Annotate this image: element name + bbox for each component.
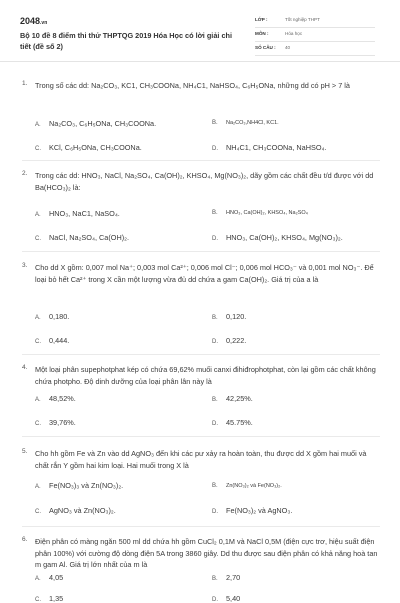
option-c[interactable]: C. 0,444. <box>35 336 70 345</box>
option-c[interactable]: C. KCl, C₆H₅ONa, CH₃COONa. <box>35 143 142 152</box>
meta-row-class <box>255 14 375 28</box>
option-d[interactable]: D. 0,222. <box>212 336 247 345</box>
divider <box>22 436 380 437</box>
question-number: 3. <box>22 262 28 269</box>
question-number: 4. <box>22 364 28 371</box>
document-meta <box>255 14 375 56</box>
question-text: Trong số các dd: Na₂CO₃, KC1, CH₃COONa, NH₄C1, NaHSO₄, C₆H₅ONa, những dd có pH > 7 là <box>35 81 350 90</box>
brand-name: 2048 <box>20 16 41 26</box>
option-c[interactable]: C. 39,76%. <box>35 418 76 427</box>
option-a[interactable]: A. Fe(NO₃)₃ và Zn(NO₃)₂. <box>35 481 124 490</box>
divider <box>22 251 380 252</box>
meta-value: Tốt nghiệp THPT <box>285 17 320 22</box>
divider <box>22 354 380 355</box>
meta-label: LỚP : <box>255 17 268 22</box>
question-text: Một loại phân supephotphat kép có chứa 69,62% muối canxi đihiđrophotphat, còn lại gồm các chất không chứa photpho. Độ dinh dưỡng của loại phân lân này là <box>35 365 376 386</box>
divider <box>22 526 380 527</box>
meta-label: SỐ CÂU : <box>255 45 276 50</box>
meta-row-count <box>255 42 375 56</box>
option-a[interactable]: A. Na₂CO₃, C₆H₅ONa, CH₃COONa. <box>35 119 157 128</box>
option-b[interactable]: B. 42,25%. <box>212 394 253 403</box>
question-number: 5. <box>22 448 28 455</box>
option-a[interactable]: A. HNO₃, NaC1, NaSO₄. <box>35 209 120 218</box>
option-b[interactable]: B. 0,120. <box>212 312 247 321</box>
option-c[interactable]: C. AgNO₃ và Zn(NO₃)₂. <box>35 506 116 515</box>
meta-label: MÔN : <box>255 31 269 36</box>
question-number: 2. <box>22 170 28 177</box>
divider <box>22 160 380 161</box>
option-a[interactable]: A. 48,52%. <box>35 394 76 403</box>
option-d[interactable]: D. 5,40 <box>212 594 241 603</box>
question-text: Điện phân có màng ngăn 500 ml dd chứa hh gồm CuCl₂ 0,1M và NaCl 0,5M (điện cực trơ, hiệu suất điện phân 100%) với cường độ dòng điện 5A trong 3860 giây. Dd thu được sau điện phân có khả năng hoà tan m gam Al. Giá trị lớn nhất của m là <box>35 537 378 569</box>
question-number: 1. <box>22 80 28 87</box>
option-a[interactable]: A. 0,180. <box>35 312 70 321</box>
option-d[interactable]: D. NH₄C1, CH₃COONa, NaHSO₄. <box>212 143 327 152</box>
option-c[interactable]: C. NaCl, Na₂SO₄, Ca(OH)₂. <box>35 233 130 242</box>
document-title: Bộ 10 đề 8 điểm thi thử THPTQG 2019 Hóa Học có lời giải chi tiết (đề số 2) <box>20 31 232 51</box>
question-text: Trong các dd: HNO₃, NaCl, Na₂SO₄, Ca(OH)₂, KHSO₄, Mg(NO₃)₂, dãy gồm các chất đều t/d được với dd Ba(HCO₃)₂ là: <box>35 171 374 192</box>
question-text: Cho hh gồm Fe và Zn vào dd AgNO₃ đến khi các pư xảy ra hoàn toàn, thu được dd X gồm hai muối và chất rắn Y gồm hai kim loại. Hai muối trong X là <box>35 449 367 470</box>
site-logo[interactable] <box>20 16 47 26</box>
meta-value: 40 <box>285 45 291 50</box>
document-header <box>0 0 400 62</box>
meta-value: Hóa học <box>285 31 303 36</box>
meta-row-subject <box>255 28 375 42</box>
option-b[interactable]: B. Zn(NO₃)₂ và Fe(NO₃)₂. <box>212 483 282 489</box>
question-text: Cho dd X gồm: 0,007 mol Na⁺; 0,003 mol Ca²⁺; 0,006 mol Cl⁻; 0,006 mol HCO₃⁻ và 0,001 mol NO₃⁻. Để loại bỏ hết Ca²⁺ trong X cần một lượng vừa đủ dd chứa a gam Ca(OH)₂. Giá trị của a là <box>35 263 374 284</box>
option-d[interactable]: D. HNO₃, Ca(OH)₂, KHSO₄, Mg(NO₃)₂. <box>212 233 343 242</box>
option-b[interactable]: B. HNO₃, Ca(OH)₂, KHSO₄, Na₂SO₄ <box>212 210 308 216</box>
brand-suffix: .vn <box>40 20 48 26</box>
option-c[interactable]: C. 1,35 <box>35 594 64 603</box>
option-a[interactable]: A. 4,05 <box>35 573 64 582</box>
option-b[interactable]: B. 2,70 <box>212 573 241 582</box>
option-d[interactable]: D. 45.75%. <box>212 418 253 427</box>
question-number: 6. <box>22 536 28 543</box>
option-b[interactable]: B. Na₂CO₃,NH4Cl, KC1. <box>212 120 279 126</box>
option-d[interactable]: D. Fe(NO₃)₂ và AgNO₃. <box>212 506 293 515</box>
